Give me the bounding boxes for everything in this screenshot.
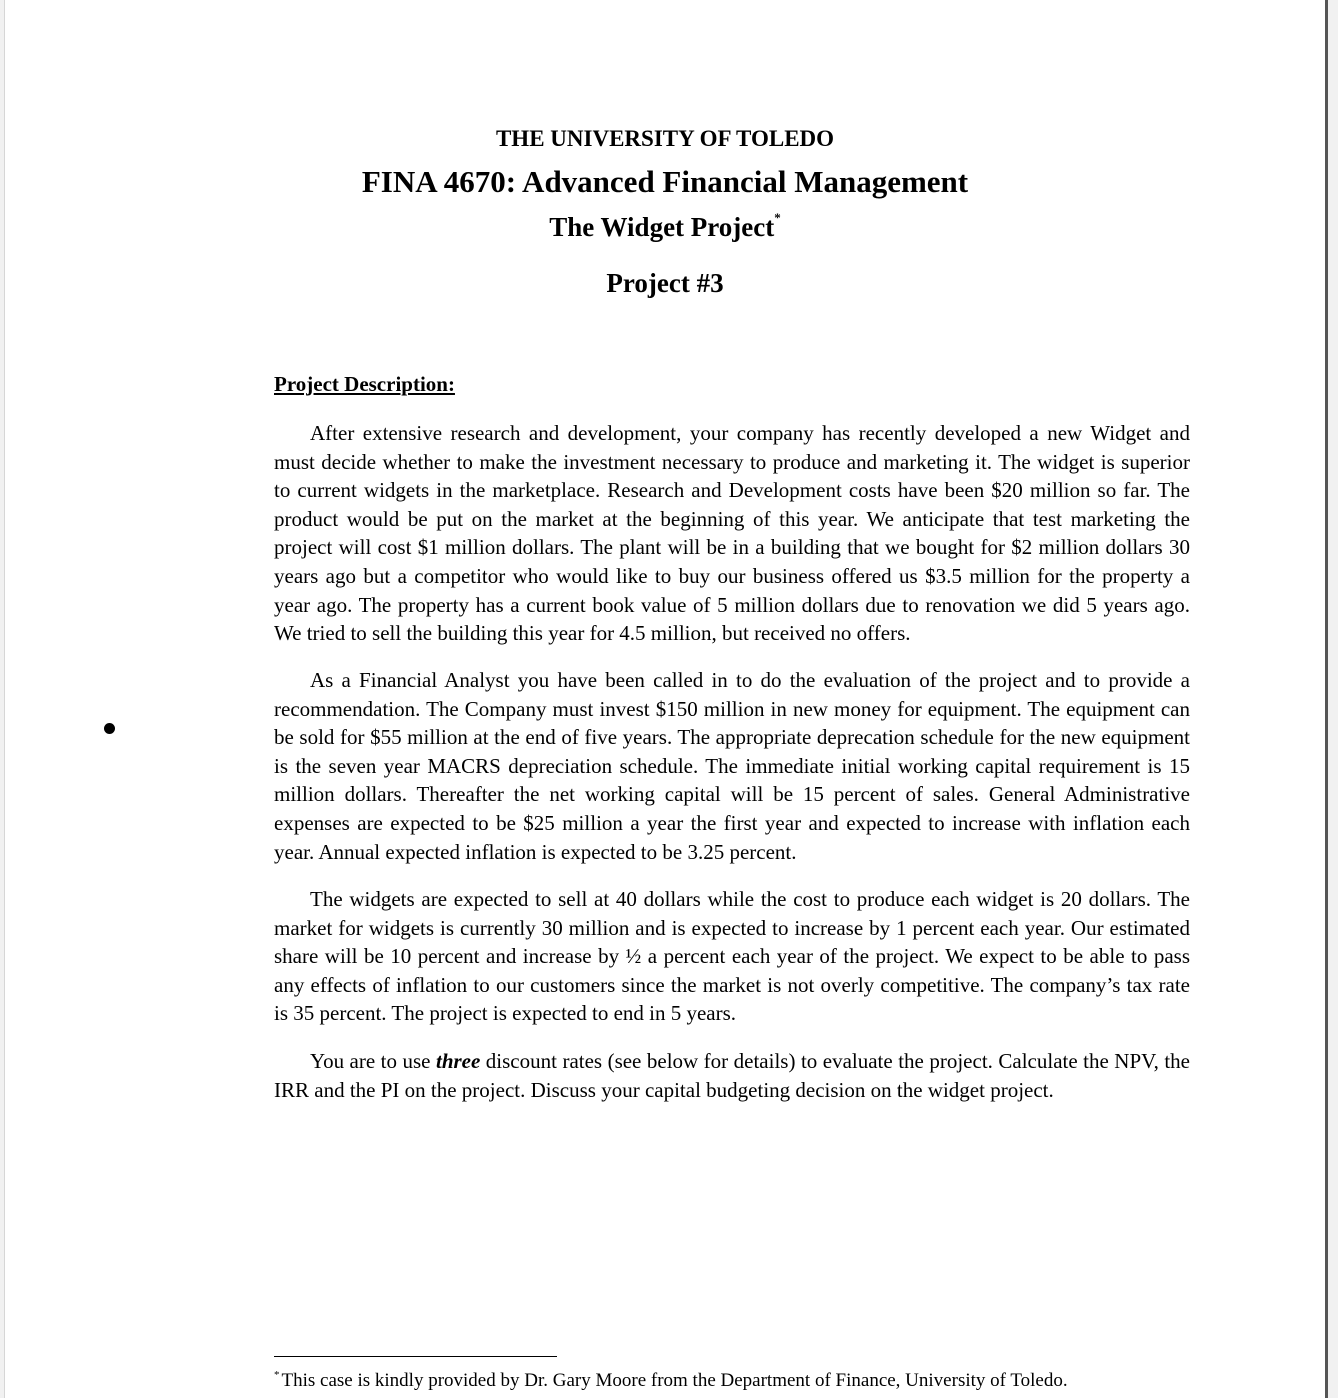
paragraph-2: As a Financial Analyst you have been called in to do the evaluation of the project and to provide a recommendation. The Company must invest $150 million in new money for equipment. The equipment can be sold for $55 million at the end of five years. The appropriate deprecation schedule for the new equipment is the seven year MACRS depreciation schedule. The immediate initial working capital requirement is 15 million dollars. Thereafter the net working capital will be 15 percent of sales. General Administrative expenses are expected to be $25 million a year the first year and expected to increase with inflation each year. Annual expected inflation is expected to be 3.25 percent. (274, 668, 1190, 864)
footnote-text: This case is kindly provided by Dr. Gary Moore from the Department of Finance, University of Toledo. (281, 1370, 1068, 1391)
section-heading: Project Description: (274, 372, 455, 396)
paragraph-3: The widgets are expected to sell at 40 dollars while the cost to produce each widget is 20 dollars. The market for widgets is currently 30 million and is expected to increase by 1 percent each year. Our estimated share will be 10 percent and increase by ½ a percent each year of the project. We expect to be able to pass any effects of inflation to our customers since the market is not overly competitive. The company’s tax rate is 35 percent. The project is expected to end in 5 years. (274, 887, 1190, 1026)
footnote-reference[interactable]: * (774, 210, 781, 225)
paragraph-4 (274, 1047, 1190, 1104)
paragraph-1: After extensive research and development, your company has recently developed a new Widget and must decide whether to make the investment necessary to produce and marketing it. The widget is superior to current widgets in the marketplace. Research and Development costs have been $20 million so far. The product would be put on the market at the beginning of this year. We anticipate that test marketing the project will cost $1 million dollars. The plant will be in a building that we bought for $2 million dollars 30 years ago but a competitor who would like to buy our business offered us $3.5 million for the property a year ago. The property has a current book value of 5 million dollars due to renovation we did 5 years ago. We tried to sell the building this year for 4.5 million, but received no offers. (274, 421, 1190, 646)
course-title: FINA 4670: Advanced Financial Management (361, 164, 969, 199)
footnote-marker: * (274, 1369, 280, 1381)
project-title (5, 212, 1325, 243)
paragraph-4-start: You are to use (310, 1049, 436, 1073)
document-page (4, 0, 1328, 1398)
footnote (274, 1370, 1068, 1392)
project-title-text: The Widget Project (549, 212, 775, 242)
paragraph-4-emphasis: three (435, 1049, 481, 1073)
paragraph-4-end: discount rates (see below for details) to evaluate the project. Calculate the NPV, the IRR and the PI on the project. Discuss your capital budgeting decision on the widget project. (274, 1049, 1190, 1102)
project-number: Project #3 (606, 268, 724, 298)
footnote-divider (274, 1356, 557, 1357)
bullet-dot-icon (104, 723, 115, 734)
university-heading: THE UNIVERSITY OF TOLEDO (495, 126, 835, 151)
